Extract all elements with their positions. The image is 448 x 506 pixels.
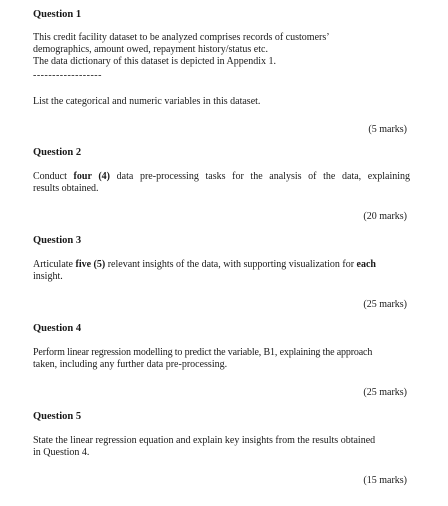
question-5-task-line-1: State the linear regression equation and explain key insights from the results obtained [33, 435, 376, 446]
question-3-task-bold-2: each [356, 259, 376, 270]
question-5-title: Question 5 [33, 411, 82, 422]
question-1-separator: ------------------ [33, 70, 102, 81]
question-1-intro-line-2: demographics, amount owed, repayment history/status etc. [33, 44, 268, 55]
question-1-marks: (5 marks) [368, 124, 407, 135]
question-2-task-line-1 [33, 171, 410, 183]
question-2-task-pre: Conduct [33, 171, 74, 182]
question-3-task-line-2: insight. [33, 271, 63, 282]
question-3-task-pre: Articulate [33, 259, 76, 270]
question-5-marks: (15 marks) [363, 475, 407, 486]
question-1-intro-line-1: This credit facility dataset to be analyzed comprises records of customers’ [33, 32, 330, 43]
question-3-task-line-1 [33, 259, 376, 271]
question-4-task-line-2: taken, including any further data pre-processing. [33, 359, 228, 370]
question-3-marks: (25 marks) [363, 299, 407, 310]
question-2-title: Question 2 [33, 147, 82, 158]
question-1-task: List the categorical and numeric variables in this dataset. [33, 96, 261, 107]
question-1-title: Question 1 [33, 9, 82, 20]
question-3-title: Question 3 [33, 235, 82, 246]
question-2-task-post: data pre-processing tasks for the analysis of the data, explaining [110, 171, 411, 182]
question-1-intro-line-3: The data dictionary of this dataset is depicted in Appendix 1. [33, 56, 276, 67]
question-4-task-line-1: Perform linear regression modelling to predict the variable, B1, explaining the approach [33, 347, 373, 358]
question-2-task-bold: four (4) [73, 171, 111, 182]
question-2-task-line-2: results obtained. [33, 183, 99, 194]
question-5-task-line-2: in Question 4. [33, 447, 90, 458]
question-3-task-mid: relevant insights of the data, with supporting visualization for [105, 259, 357, 270]
question-2-marks: (20 marks) [363, 211, 407, 222]
question-4-title: Question 4 [33, 323, 82, 334]
question-3-task-bold: five (5) [75, 259, 106, 270]
question-4-marks: (25 marks) [363, 387, 407, 398]
